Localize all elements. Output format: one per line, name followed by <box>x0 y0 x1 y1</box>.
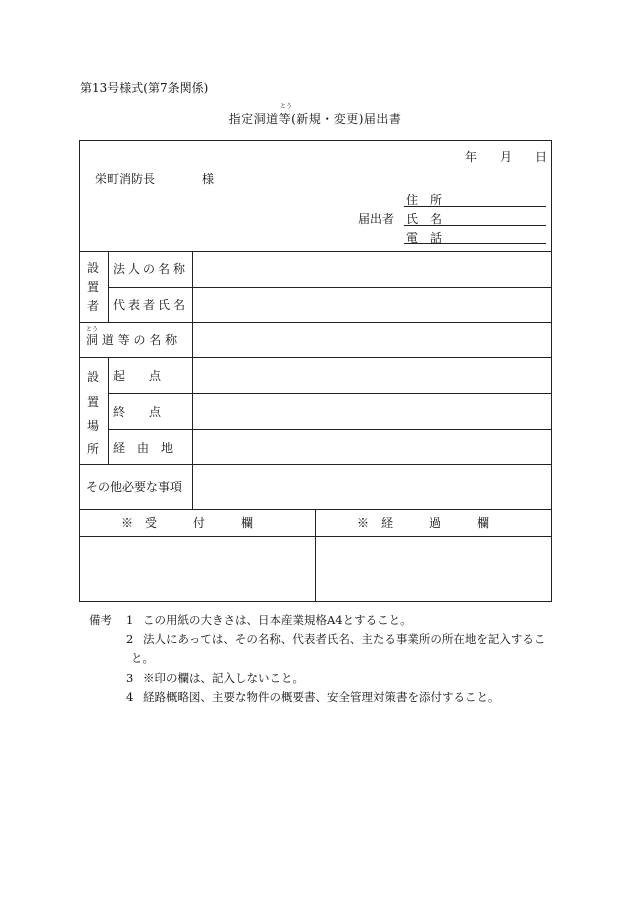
end-point-label: 終 点 <box>113 405 162 419</box>
phone-label: 電 話 <box>406 231 443 245</box>
location-group-char: 置 <box>87 395 100 409</box>
note-text: この用紙の大きさは、日本産業規格A4とすること。 <box>143 613 412 627</box>
row-divider <box>79 251 552 252</box>
row-divider <box>79 322 552 323</box>
installer-group-char: 置 <box>87 280 100 294</box>
note-number: 3 <box>126 671 134 685</box>
date-month: 月 <box>500 150 513 164</box>
group-divider <box>108 251 109 322</box>
tunnel-ruby: とう <box>86 326 99 333</box>
form-number: 第13号様式(第7条関係) <box>80 81 209 95</box>
start-point-label: 起 点 <box>113 369 162 383</box>
note-text: 経路概略図、主要な物件の概要書、安全管理対策書を添付すること。 <box>143 690 500 704</box>
row-divider <box>108 287 552 288</box>
location-group-char: 所 <box>87 442 100 456</box>
addressee-honorific: 様 <box>202 172 215 186</box>
addressee-name: 栄町消防長 <box>95 172 156 186</box>
row-divider <box>79 357 552 358</box>
row-divider <box>79 464 552 465</box>
note-number: 2 <box>126 632 134 646</box>
title-ruby: とう <box>279 103 292 110</box>
notifier-label: 届出者 <box>358 212 395 226</box>
phone-underline <box>404 243 546 244</box>
note-text: ※印の欄は、記入しないこと。 <box>143 671 304 685</box>
note-number: 4 <box>126 690 134 704</box>
note-text: 法人にあっては、その名称、代表者氏名、主たる事業所の所在地を記入するこ <box>143 632 546 646</box>
location-group-char: 設 <box>87 370 100 384</box>
progress-column-label: ※ 経 過 欄 <box>357 516 490 530</box>
via-point-label: 経 由 地 <box>113 441 174 455</box>
notes-heading: 備考 <box>89 613 112 627</box>
note-number: 1 <box>126 613 134 627</box>
name-underline <box>404 225 546 226</box>
row-divider <box>108 429 552 430</box>
corp-name-label: 法人の名称 <box>113 262 189 276</box>
installer-group-char: 設 <box>87 261 100 275</box>
note-text-continuation: と。 <box>131 651 154 665</box>
group-divider <box>108 357 109 464</box>
date-year: 年 <box>465 150 478 164</box>
other-matters-label: その他必要な事項 <box>86 480 183 494</box>
title-block <box>0 103 630 127</box>
tunnel-name-label: 洞 道 等 の 名 称 <box>86 333 178 347</box>
installer-group-char: 者 <box>87 299 100 313</box>
address-underline <box>404 206 546 207</box>
address-label: 住 所 <box>406 193 443 207</box>
name-label: 氏 名 <box>406 212 443 226</box>
reception-column-label: ※ 受 付 欄 <box>121 516 254 530</box>
document-title: 指定洞道等(新規・変更)届出書 <box>228 112 402 126</box>
location-group-char: 場 <box>87 419 100 433</box>
row-divider <box>108 393 552 394</box>
date-day: 日 <box>535 150 548 164</box>
rep-name-label: 代表者氏名 <box>113 298 189 312</box>
label-divider <box>192 251 193 509</box>
column-divider <box>315 509 316 602</box>
